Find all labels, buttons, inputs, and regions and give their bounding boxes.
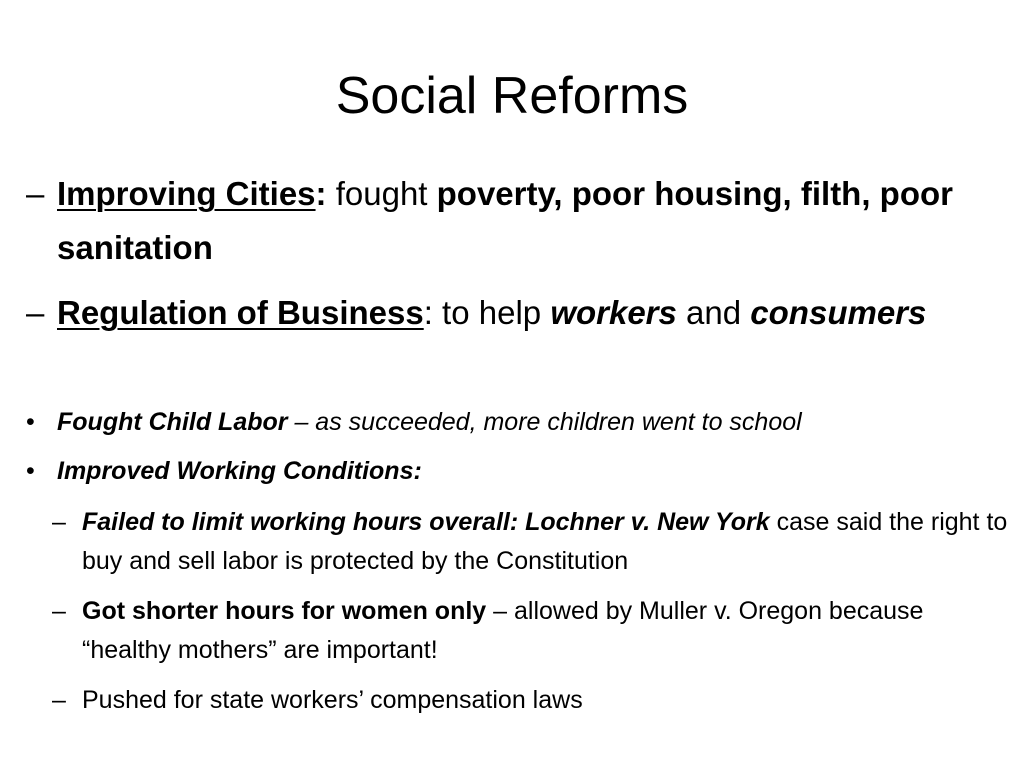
dash-marker: – bbox=[52, 508, 66, 536]
item-text: – as succeeded, more children went to school bbox=[287, 408, 802, 436]
item-text: fought bbox=[326, 175, 437, 212]
item-emphasis-consumers: consumers bbox=[750, 294, 927, 331]
list-item-working-conditions bbox=[26, 455, 997, 487]
list-item-child-labor bbox=[26, 406, 997, 438]
subitem-text: Pushed for state workers’ compensation laws bbox=[82, 686, 583, 714]
item-text: : to help bbox=[423, 294, 551, 331]
item-text-and: and bbox=[676, 294, 751, 331]
item-colon: : bbox=[315, 175, 327, 212]
dash-marker: – bbox=[52, 686, 66, 714]
subitem-lead: Failed to limit working hours overall: Lochner v. New York bbox=[82, 508, 770, 536]
bullet-marker: • bbox=[26, 457, 35, 485]
bullet-marker: • bbox=[26, 408, 35, 436]
subitem-lochner bbox=[52, 503, 1012, 581]
slide-title: Social Reforms bbox=[335, 67, 689, 125]
item-lead: Fought Child Labor bbox=[57, 408, 288, 436]
dash-marker: – bbox=[52, 597, 66, 625]
dash-marker: – bbox=[26, 294, 45, 331]
item-heading: Regulation of Business bbox=[57, 294, 424, 331]
list-item-improving-cities bbox=[26, 167, 997, 275]
list-item-regulation-of-business bbox=[26, 286, 997, 340]
subitem-lead: Got shorter hours for women only bbox=[82, 597, 487, 625]
subitem-muller bbox=[52, 592, 1012, 670]
item-emphasis-workers: workers bbox=[550, 294, 677, 331]
item-emphasis: poverty, poor housing, filth, poor sanitation bbox=[57, 175, 953, 266]
subitem-compensation bbox=[52, 681, 1012, 720]
item-lead: Improved Working Conditions: bbox=[57, 457, 422, 485]
dash-marker: – bbox=[26, 175, 45, 212]
subitem-text: – allowed by Muller v. Oregon because “healthy mothers” are important! bbox=[82, 597, 924, 664]
item-heading: Improving Cities bbox=[57, 175, 316, 212]
subitem-text: case said the right to buy and sell labor is protected by the Constitution bbox=[82, 508, 1008, 575]
